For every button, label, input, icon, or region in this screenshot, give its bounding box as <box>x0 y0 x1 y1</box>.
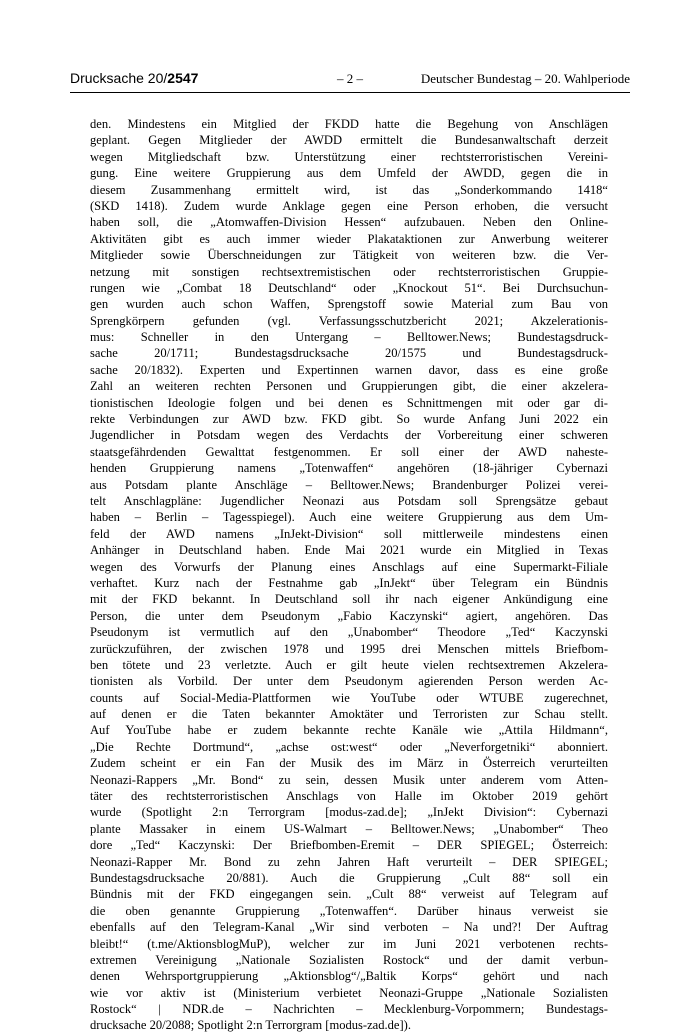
text-line: zurückzuführen, der zwischen 1978 und 1995 drei Menschen mittels Briefbom- <box>90 641 608 656</box>
text-line: geplant. Gegen Mitglieder der AWDD ermittelt die Bundesanwaltschaft derzeit <box>90 133 608 148</box>
page-number: – 2 – <box>337 71 363 86</box>
text-line: telt Anschlagpläne: Jugendlicher Neonazi aus Potsdam soll Sprengsätze gebaut <box>90 493 608 508</box>
text-line: gung. Eine weitere Gruppierung aus dem Umfeld der AWDD, gegen die in <box>90 166 608 181</box>
text-line: rungen wie „Combat 18 Deutschland“ oder „Knockout 51“. Bei Durchsuchun- <box>90 280 608 295</box>
text-line: gen wurden auch schon Waffen, Sprengstoff sowie Material zum Bau von <box>90 297 608 312</box>
text-line: Sprengkörpern gefunden (vgl. Verfassungsschutzbericht 2021; Akzelerationis- <box>90 313 608 328</box>
text-line: wurde (Spotlight 2:n Terrorgram [modus-zad.de]; „InJekt Division“: Cybernazi <box>90 805 608 820</box>
text-line: staatsgefährdenden Gewalttat festgenommen. Er soll einer der AWD naheste- <box>90 444 608 459</box>
drucksache-number: 2547 <box>167 70 199 86</box>
text-line: wegen des Vorwurfs der Planung eines Anschlags auf eine Supermarkt-Filiale <box>90 559 608 574</box>
text-line: ben tötete und 23 verletzte. Auch er gilt heute vielen rechtsextremen Akzelera- <box>90 657 608 672</box>
text-line: die oben genannte Gruppierung „Totenwaffen“. Darüber hinaus verweist sie <box>90 903 608 918</box>
text-line: täter des rechtsterroristischen Anschlags von Halle im Oktober 2019 gehört <box>90 789 608 804</box>
text-line: Jugendlicher in Potsdam wegen des Verdachts der Vorbereitung einer schweren <box>90 428 608 443</box>
text-line: dore „Ted“ Kaczynski: Der Briefbomben-Eremit – DER SPIEGEL; Österreich: <box>90 838 608 853</box>
text-line: haben – Berlin – Tagesspiegel). Auch eine weitere Gruppierung aus dem Um- <box>90 510 608 525</box>
text-line: Auf YouTube habe er zudem bekannte rechte Kanäle wie „Attila Hildmann“, <box>90 723 608 738</box>
text-line: netzung mit sonstigen rechtsextremistischen oder rechtsterroristischen Gruppie- <box>90 264 608 279</box>
text-line: den. Mindestens ein Mitglied der FKDD hatte die Begehung von Anschlägen <box>90 117 608 131</box>
text-line: mus: Schneller in den Untergang – Belltower.News; Bundestagsdruck- <box>90 330 608 345</box>
text-line: rekte Verbindungen zur AWD bzw. FKD gibt. So wurde Anfang Juni 2022 ein <box>90 412 608 427</box>
text-line: Rostock“ | NDR.de – Nachrichten – Mecklenburg-Vorpommern; Bundestags- <box>90 1002 608 1017</box>
text-line: henden Gruppierung namens „Totenwaffen“ angehören (18-jähriger Cybernazi <box>90 461 608 476</box>
text-line: Person, die unter dem Pseudonym „Fabio Kaczynski“ agiert, angehören. Das <box>90 608 608 623</box>
text-line: mit der FKD bekannt. In Deutschland soll ihr nach eigener Ankündigung eine <box>90 592 608 607</box>
text-line: drucksache 20/2088; Spotlight 2:n Terrorgram [modus-zad.de]). <box>90 1018 411 1033</box>
text-line: haben soll, die „Atomwaffen-Division Hessen“ aufzubauen. Neben den Online- <box>90 215 608 230</box>
text-line: counts auf Social-Media-Plattformen wie YouTube oder WTUBE zugerechnet, <box>90 690 608 705</box>
text-line: Bündnis mit der FKD eingegangen sein. „Cult 88“ verweist auf Telegram auf <box>90 887 608 902</box>
text-line: Bundestagsdrucksache 20/881). Auch die Gruppierung „Cult 88“ soll ein <box>90 870 608 885</box>
text-line: diesem Zusammenhang ermittelt wird, ist das „Sonderkommando 1418“ <box>90 182 608 197</box>
text-line: sache 20/1711; Bundestagsdrucksache 20/1575 und Bundestagsdruck- <box>90 346 608 361</box>
text-line: Aktivitäten gibt es auch immer wieder Plakataktionen zur Anwerbung weiterer <box>90 231 608 246</box>
text-line: denen Wehrsportgruppierung „Aktionsblog“/„Baltik Korps“ gehört und nach <box>90 969 608 984</box>
publisher-label: Deutscher Bundestag – 20. Wahlperiode <box>420 71 630 86</box>
text-line: wie vor aktiv ist (Ministerium verbietet Neonazi-Gruppe „Nationale Sozialisten <box>90 985 608 1000</box>
page-header <box>70 70 630 93</box>
text-line: Zahl an weiteren rechten Personen und Gruppierungen gibt, die einer akzelera- <box>90 379 608 394</box>
text-line: Mitglieder sowie Überschneidungen zur Tätigkeit von weiteren bzw. die Ver- <box>90 248 608 263</box>
body-paragraph <box>90 116 608 1034</box>
text-line: wegen Mitgliedschaft bzw. Unterstützung einer rechtsterroristischen Vereini- <box>90 149 608 164</box>
text-line: sache 20/1832). Experten und Expertinnen warnen davor, dass es eine große <box>90 362 608 377</box>
text-line: verhaftet. Kurz nach der Festnahme gab „InJekt“ über Telegram ein Bündnis <box>90 575 608 590</box>
text-line: aus Potsdam plante Anschläge – Belltower.News; Brandenburger Polizei verei- <box>90 477 608 492</box>
text-line: Anhänger in Deutschland haben. Ende Mai 2021 wurde ein Mitglied in Texas <box>90 543 608 558</box>
text-line: Neonazi-Rapper Mr. Bond zu zehn Jahren Haft verurteilt – DER SPIEGEL; <box>90 854 608 869</box>
text-line: plante Massaker in einem US-Walmart – Belltower.News; „Unabomber“ Theo <box>90 821 608 836</box>
text-line: tionisten als Vorbild. Der unter dem Pseudonym agierenden Person werden Ac- <box>90 674 608 689</box>
text-line: tionistischen Ideologie folgen und bei denen es Schnittmengen mit oder gar di- <box>90 395 608 410</box>
text-line: „Die Rechte Dortmund“, „achse ost:west“ oder „Neverforgetniki“ abonniert. <box>90 739 608 754</box>
text-line: bleibt!“ (t.me/AktionsblogMuP), welcher zur im Juni 2021 verbotenen rechts- <box>90 936 608 951</box>
text-line: extremen Vereinigung „Nationale Sozialisten Rostock“ und der damit verbun- <box>90 952 608 967</box>
text-line: auf denen er die Taten bekannter Amoktäter und Terroristen zur Schau stellt. <box>90 707 608 722</box>
text-line: Neonazi-Rappers „Mr. Bond“ zu sein, dessen Musik unter anderem vom Atten- <box>90 772 608 787</box>
text-line: Pseudonym ist vermutlich auf den „Unabomber“ Theodore „Ted“ Kaczynski <box>90 625 608 640</box>
text-line: (SKD 1418). Zudem wurde Anklage gegen eine Person erhoben, die versucht <box>90 198 608 213</box>
text-line: ebenfalls auf den Telegram-Kanal „Wir sind verboten – Na und?! Der Auftrag <box>90 920 608 935</box>
text-line: Zudem scheint er ein Fan der Musik des im März in Österreich verurteilten <box>90 756 608 771</box>
text-line: feld der AWD namens „InJekt-Division“ soll mittlerweile mindestens einen <box>90 526 608 541</box>
drucksache-prefix: Drucksache 20/ <box>70 70 168 86</box>
